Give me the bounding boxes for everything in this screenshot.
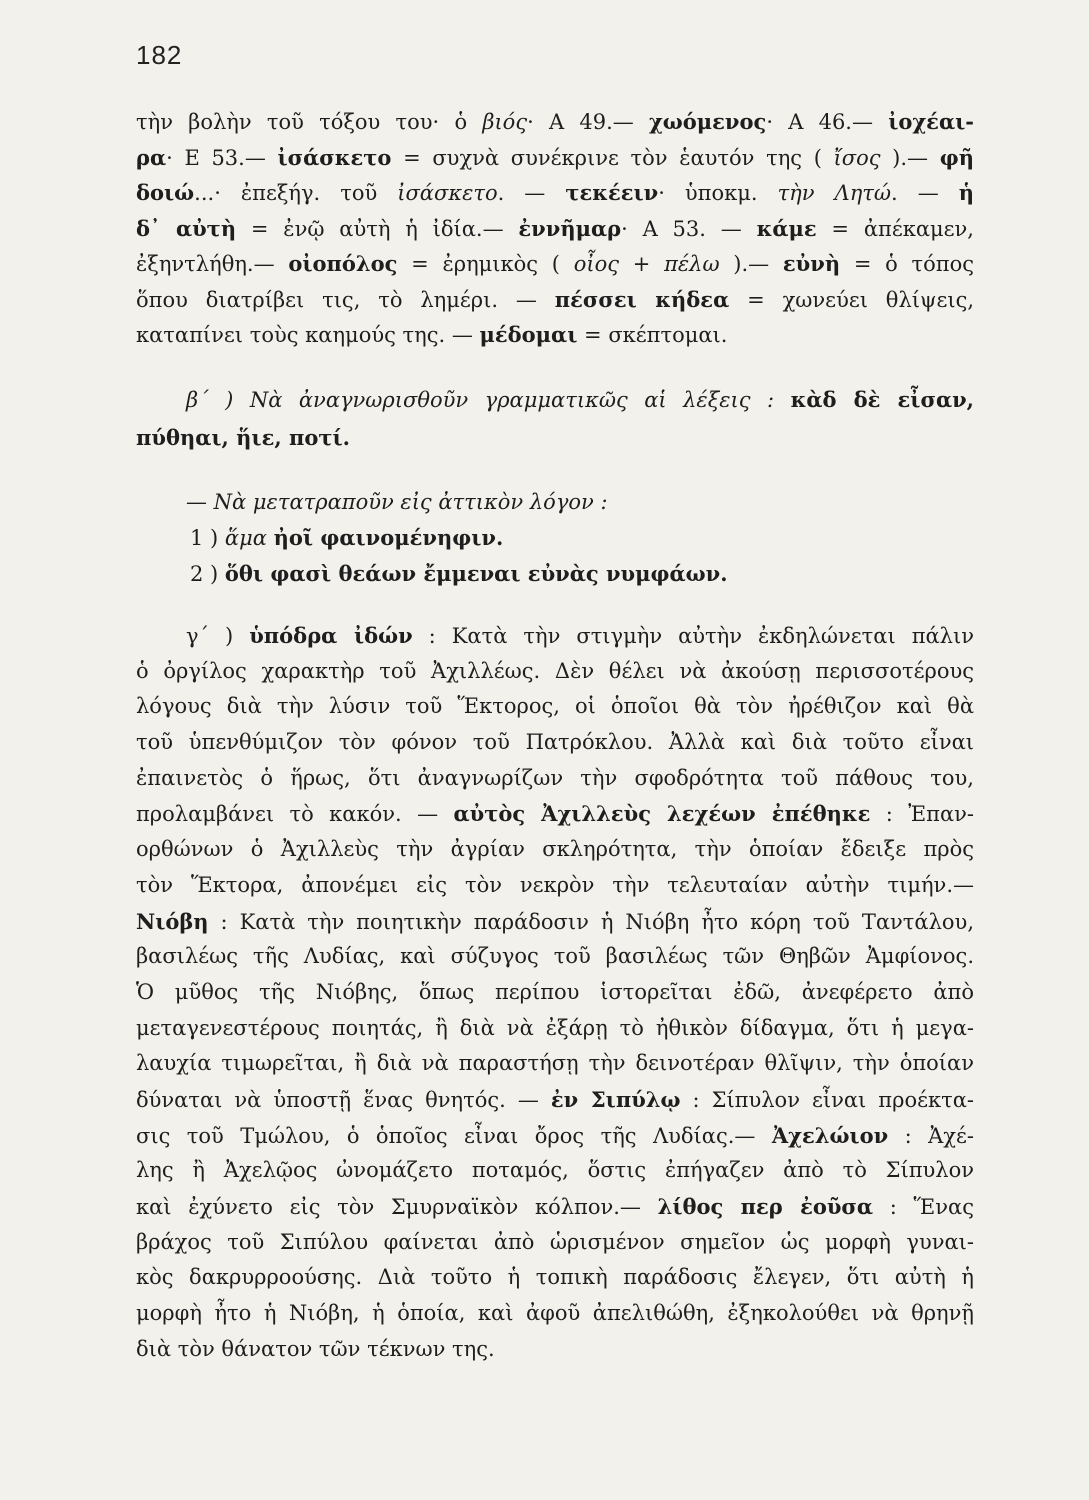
text-run: = ἐρημικὸς ( <box>397 252 574 276</box>
text-line <box>136 1189 974 1225</box>
text-run: = χωνεύει θλίψεις, <box>729 287 975 312</box>
text-run: = σκέπτομαι. <box>577 323 728 347</box>
text-line <box>136 484 974 520</box>
italic-text: οἶος + πέλω <box>573 252 720 276</box>
text-run: δύναται νὰ ὑποστῇ ἕνας θνητός. — <box>136 1087 551 1112</box>
text-line <box>136 1296 974 1332</box>
text-run: = συχνὰ συνέκρινε τὸν ἑαυτόν της ( <box>391 145 834 170</box>
bold-term: δ᾽ αὐτὴ <box>136 215 237 241</box>
page-number: 182 <box>136 40 183 70</box>
bold-term: πέσσει κήδεα <box>554 286 730 312</box>
text-run: : Κατὰ τὴν ποιητικὴν παράδοσιν ἡ Νιόβη ἦτο κόρη τοῦ Ταντάλου, <box>208 909 974 934</box>
text-run: · Α 49.— <box>527 110 649 134</box>
text-run: = ἐνῷ αὐτὴ ἡ ἰδία.— <box>236 216 519 241</box>
bold-term: ἡ <box>958 180 974 205</box>
text-line <box>136 689 974 725</box>
text-line <box>136 175 974 211</box>
text-line <box>136 868 974 904</box>
text-run: · Α 53. — <box>621 216 757 241</box>
text-line <box>136 618 974 654</box>
text-run: . — <box>497 181 566 205</box>
text-line <box>136 1118 974 1154</box>
text-line <box>136 282 974 318</box>
text-run: διὰ τὸν θάνατον τῶν τέκνων της. <box>136 1336 495 1361</box>
text-run: λαυχία τιμωρεῖται, ἢ διὰ νὰ παραστήσῃ τὴν δεινοτέραν θλῖψιν, τὴν ὁποίαν <box>136 1051 974 1076</box>
text-line <box>136 1260 974 1296</box>
text-run: ).— <box>719 252 783 276</box>
text-run: λόγους διὰ τὴν λύσιν τοῦ Ἕκτορος, οἱ ὁποῖοι θὰ τὸν ἠρέθιζον καὶ θὰ <box>136 694 974 719</box>
text-run: ἐπαινετὸς ὁ ἥρως, ὅτι ἀναγνωρίζων τὴν σφοδρότητα τοῦ πάθους του, <box>136 765 974 790</box>
section-b-paragraph <box>136 381 974 457</box>
text-line <box>136 1011 974 1047</box>
italic-text: — Νὰ μετατραποῦν εἰς ἀττικὸν λόγον : <box>186 490 608 514</box>
bold-term: ἐννῆμαρ <box>518 215 622 241</box>
text-run: τὸν Ἕκτορα, ἀπονέμει εἰς τὸν νεκρὸν τὴν τελευταίαν αὐτὴν τιμήν.— <box>136 872 974 897</box>
text-run: κὸς δακρυρροούσης. Διὰ τοῦτο ἡ τοπικὴ παράδοσις ἔλεγεν, ὅτι αὐτὴ ἡ <box>136 1265 974 1290</box>
bold-term: ἠοῖ φαινομένηφιν. <box>273 525 504 550</box>
text-line <box>136 832 974 868</box>
text-run: καὶ ἐχύνετο εἰς τὸν Σμυρναϊκὸν κόλπον.— <box>136 1195 658 1219</box>
bold-term: ρα <box>136 144 167 170</box>
text-run: προλαμβάνει τὸ κακόν. — <box>136 802 454 827</box>
text-line <box>136 939 974 975</box>
text-run: ορθώνων ὁ Ἀχιλλεὺς τὴν ἀγρίαν σκληρότητα, τὴν ὁποίαν ἔδειξε πρὸς <box>136 837 974 862</box>
bold-term: λίθος περ ἐοῦσα <box>657 1194 874 1219</box>
text-line <box>136 246 974 282</box>
text-run: ὅπου διατρίβει τις, τὸ λημέρι. — <box>136 287 555 312</box>
bold-term: μέδομαι <box>479 322 578 347</box>
text-run: · Ε 53.— <box>166 145 278 170</box>
text-run: : Κατὰ τὴν στιγμὴν αὐτὴν ἐκδηλώνεται πάλιν <box>412 624 974 648</box>
bold-term: Ἀχελώιον <box>771 1122 889 1148</box>
text-line <box>136 104 974 140</box>
italic-text: βιός <box>482 110 528 134</box>
text-line <box>136 1332 974 1368</box>
text-run: = ὁ τόπος <box>840 252 974 276</box>
section-c-paragraph <box>136 618 974 1367</box>
bold-term: ὑπόδρα ἰδών <box>249 623 413 648</box>
text-run: βράχος τοῦ Σιπύλου φαίνεται ἀπὸ ὡρισμένον σημεῖον ὡς μορφὴ γυναι- <box>136 1229 974 1254</box>
bold-term: πύθηαι, ἥιε, ποτί. <box>136 425 350 450</box>
text-line <box>136 381 974 419</box>
bold-term: εὐνὴ <box>782 251 841 276</box>
text-line <box>136 419 974 457</box>
text-run: καταπίνει τοὺς καημούς της. — <box>136 323 480 347</box>
text-run: ἐξηντλήθη.— <box>136 252 289 276</box>
text-run: : Ἐπαν- <box>870 802 975 827</box>
bold-term: φῆ <box>939 144 974 170</box>
text-run: βασιλέως τῆς Λυδίας, καὶ σύζυγος τοῦ βασιλέως τῶν Θηβῶν Ἀμφίονος. <box>136 944 974 969</box>
text-line <box>136 1153 974 1189</box>
bold-term: ἰοχέαι- <box>888 109 974 134</box>
text-run: τὴν βολὴν τοῦ τόξου του· ὁ <box>136 110 483 134</box>
text-line <box>136 211 974 247</box>
text-run: . — <box>891 181 959 205</box>
text-run: Ὁ μῦθος τῆς Νιόβης, ὅπως περίπου ἱστορεῖται ἐδῶ, ἀνεφέρετο ἀπὸ <box>136 979 974 1004</box>
text-line <box>136 1046 974 1082</box>
italic-text: β΄ ) Νὰ ἀναγνωρισθοῦν γραμματικῶς αἱ λέξεις : <box>186 388 791 412</box>
text-line <box>136 1225 974 1261</box>
text-run: : Ἀχέ- <box>888 1123 974 1148</box>
bold-term: ἰσάσκετο <box>277 144 392 170</box>
text-run <box>267 526 274 550</box>
text-line <box>136 556 974 592</box>
text-line <box>136 140 974 176</box>
italic-text: τὴν Λητώ <box>777 181 892 205</box>
text-run: = ἀπέκαμεν, <box>816 216 974 241</box>
text-line <box>136 520 974 556</box>
italic-text: ἰσάσκετο <box>397 181 498 205</box>
text-line <box>136 975 974 1011</box>
bold-term: κάμε <box>756 215 817 241</box>
text-run: ὁ ὀργίλος χαρακτὴρ τοῦ Ἀχιλλέως. Δὲν θέλει νὰ ἀκούσῃ περισσοτέρους <box>136 658 974 683</box>
text-run: μορφὴ ἦτο ἡ Νιόβη, ἡ ὁποία, καὶ ἀφοῦ ἀπελιθώθη, ἐξηκολούθει νὰ θρηνῇ <box>136 1301 974 1326</box>
bold-term: χωόμενος <box>648 109 767 134</box>
bold-term: δοιώ <box>136 180 195 205</box>
bold-term: οἰοπόλος <box>288 251 398 276</box>
text-line <box>136 317 974 353</box>
text-line <box>136 761 974 797</box>
bold-term: ἐν Σιπύλῳ <box>550 1086 681 1112</box>
text-run: ).— <box>880 145 940 170</box>
text-run: : Σίπυλον εἶναι προέκτα- <box>680 1087 974 1112</box>
text-run: ...· ἐπεξήγ. τοῦ <box>194 181 398 205</box>
text-run: γ΄ ) <box>186 624 250 648</box>
bold-term: κὰδ δὲ εἶσαν, <box>790 387 974 412</box>
glossary-paragraph <box>136 104 974 353</box>
text-run: σις τοῦ Τμώλου, ὁ ὁποῖος εἶναι ὄρος τῆς Λυδίας.— <box>136 1123 772 1148</box>
italic-text: ἴσος <box>833 145 881 170</box>
text-line <box>136 1082 974 1118</box>
text-run: 1 ) <box>190 526 225 550</box>
text-run: τοῦ ὑπενθύμιζον τὸν φόνον τοῦ Πατρόκλου. Ἀλλὰ καὶ διὰ τοῦτο εἶναι <box>136 730 974 755</box>
text-run: · ὑποκμ. <box>658 181 778 205</box>
italic-text: ἅμα <box>224 526 267 550</box>
bold-term: αὐτὸς Ἀχιλλεὺς λεχέων ἐπέθηκε <box>453 801 871 827</box>
text-line <box>136 904 974 940</box>
text-run: μεταγενεστέρους ποιητάς, ἢ διὰ νὰ ἐξάρῃ τὸ ἠθικὸν δίδαγμα, ὅτι ἡ μεγα- <box>136 1015 974 1040</box>
text-run: λης ἢ Ἀχελῷος ὠνομάζετο ποταμός, ὅστις ἐπήγαζεν ἀπὸ τὸ Σίπυλον <box>136 1158 974 1183</box>
bold-term: τεκέειν <box>565 180 659 205</box>
text-line <box>136 654 974 690</box>
transform-exercise <box>136 484 974 592</box>
text-line <box>136 725 974 761</box>
text-run: : Ἕνας <box>873 1195 974 1219</box>
text-line <box>136 796 974 832</box>
text-run: 2 ) <box>190 562 225 586</box>
bold-term: ὅθι φασὶ θεάων ἔμμεναι εὐνὰς νυμφάων. <box>224 561 728 586</box>
text-run: · Α 46.— <box>766 110 889 134</box>
bold-term: Νιόβη <box>136 908 209 934</box>
